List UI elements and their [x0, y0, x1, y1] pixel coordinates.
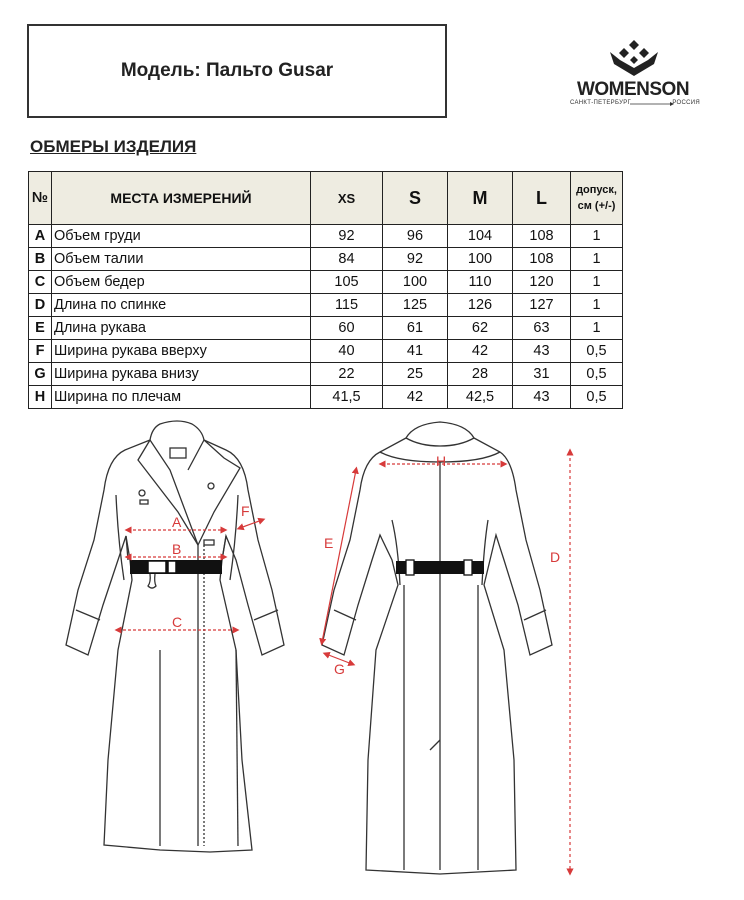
- cell-m: 100: [448, 248, 513, 271]
- back-measurements: [322, 452, 570, 872]
- cell-tolerance: 1: [571, 294, 623, 317]
- table-row: [29, 225, 623, 248]
- cell-letter: G: [29, 363, 52, 386]
- cell-s: 25: [383, 363, 448, 386]
- cell-name: Объем груди: [52, 225, 311, 248]
- front-label-c: C: [172, 614, 183, 630]
- cell-xs: 22: [311, 363, 383, 386]
- cell-xs: 41,5: [311, 386, 383, 409]
- cell-tolerance: 0,5: [571, 386, 623, 409]
- cell-s: 41: [383, 340, 448, 363]
- front-label-f: F: [241, 503, 250, 519]
- header-tolerance: [571, 172, 623, 225]
- cell-name: Объем бедер: [52, 271, 311, 294]
- cell-tolerance: 1: [571, 248, 623, 271]
- cell-letter: H: [29, 386, 52, 409]
- cell-tolerance: 0,5: [571, 340, 623, 363]
- front-belt-keeper: [168, 561, 176, 573]
- cell-name: Длина рукава: [52, 317, 311, 340]
- womenson-crown-logo-icon: [606, 38, 662, 78]
- back-label-g: G: [334, 661, 345, 677]
- header-place: МЕСТА ИЗМЕРЕНИЙ: [52, 172, 311, 225]
- table-row: [29, 340, 623, 363]
- back-label-h: H: [436, 453, 447, 469]
- cell-letter: F: [29, 340, 52, 363]
- cell-tolerance: 1: [571, 225, 623, 248]
- cell-l: 108: [513, 248, 571, 271]
- cell-m: 42: [448, 340, 513, 363]
- table-header-row: [29, 172, 623, 225]
- cell-l: 31: [513, 363, 571, 386]
- cell-xs: 84: [311, 248, 383, 271]
- brand-name: WOMENSON: [576, 79, 690, 100]
- cell-name: Длина по спинке: [52, 294, 311, 317]
- cell-s: 96: [383, 225, 448, 248]
- measurements-table: [28, 171, 623, 409]
- cell-letter: C: [29, 271, 52, 294]
- table-row: [29, 363, 623, 386]
- back-belt: [396, 561, 484, 574]
- cell-tolerance: 1: [571, 317, 623, 340]
- section-title: ОБМЕРЫ ИЗДЕЛИЯ: [30, 137, 197, 156]
- cell-m: 104: [448, 225, 513, 248]
- cell-s: 100: [383, 271, 448, 294]
- cell-xs: 105: [311, 271, 383, 294]
- table-row: [29, 294, 623, 317]
- front-belt-buckle: [148, 561, 166, 573]
- back-label-e: E: [324, 535, 334, 551]
- cell-s: 42: [383, 386, 448, 409]
- cell-letter: E: [29, 317, 52, 340]
- table-row: [29, 317, 623, 340]
- coat-back-view: [322, 422, 552, 874]
- coat-front-view: [66, 421, 284, 852]
- cell-tolerance: 1: [571, 271, 623, 294]
- table-row: [29, 386, 623, 409]
- cell-m: 42,5: [448, 386, 513, 409]
- cell-s: 92: [383, 248, 448, 271]
- header-l: L: [513, 172, 571, 225]
- cell-l: 63: [513, 317, 571, 340]
- table-row: [29, 271, 623, 294]
- front-belt: [130, 560, 222, 574]
- cell-l: 43: [513, 386, 571, 409]
- cell-xs: 115: [311, 294, 383, 317]
- cell-letter: B: [29, 248, 52, 271]
- cell-name: Объем талии: [52, 248, 311, 271]
- model-title-box: [27, 24, 447, 118]
- back-label-d: D: [550, 549, 561, 565]
- cell-name: Ширина по плечам: [52, 386, 311, 409]
- cell-s: 61: [383, 317, 448, 340]
- cell-m: 62: [448, 317, 513, 340]
- cell-l: 108: [513, 225, 571, 248]
- back-belt-loop-right: [464, 560, 472, 575]
- brand-city: САНКТ-ПЕТЕРБУРГ: [570, 100, 632, 106]
- header-tolerance-line2: см (+/-): [577, 200, 616, 212]
- cell-letter: A: [29, 225, 52, 248]
- cell-xs: 92: [311, 225, 383, 248]
- cell-name: Ширина рукава внизу: [52, 363, 311, 386]
- cell-l: 120: [513, 271, 571, 294]
- cell-m: 126: [448, 294, 513, 317]
- header-s: S: [383, 172, 448, 225]
- header-xs: XS: [311, 172, 383, 225]
- cell-l: 127: [513, 294, 571, 317]
- header-m: M: [448, 172, 513, 225]
- cell-m: 28: [448, 363, 513, 386]
- cell-xs: 60: [311, 317, 383, 340]
- header-num: №: [29, 172, 52, 225]
- front-label-b: B: [172, 541, 182, 557]
- table-row: [29, 248, 623, 271]
- cell-tolerance: 0,5: [571, 363, 623, 386]
- cell-s: 125: [383, 294, 448, 317]
- back-belt-loop-left: [406, 560, 414, 575]
- cell-m: 110: [448, 271, 513, 294]
- front-measurements: [118, 520, 262, 630]
- front-label-a: A: [172, 514, 182, 530]
- cell-name: Ширина рукава вверху: [52, 340, 311, 363]
- brand-logo: [566, 38, 700, 120]
- cell-l: 43: [513, 340, 571, 363]
- cell-xs: 40: [311, 340, 383, 363]
- header-tolerance-line1: допуск,: [576, 184, 617, 196]
- brand-country: РОССИЯ: [672, 100, 700, 106]
- cell-letter: D: [29, 294, 52, 317]
- model-title: Модель: Пальто Gusar: [120, 60, 334, 81]
